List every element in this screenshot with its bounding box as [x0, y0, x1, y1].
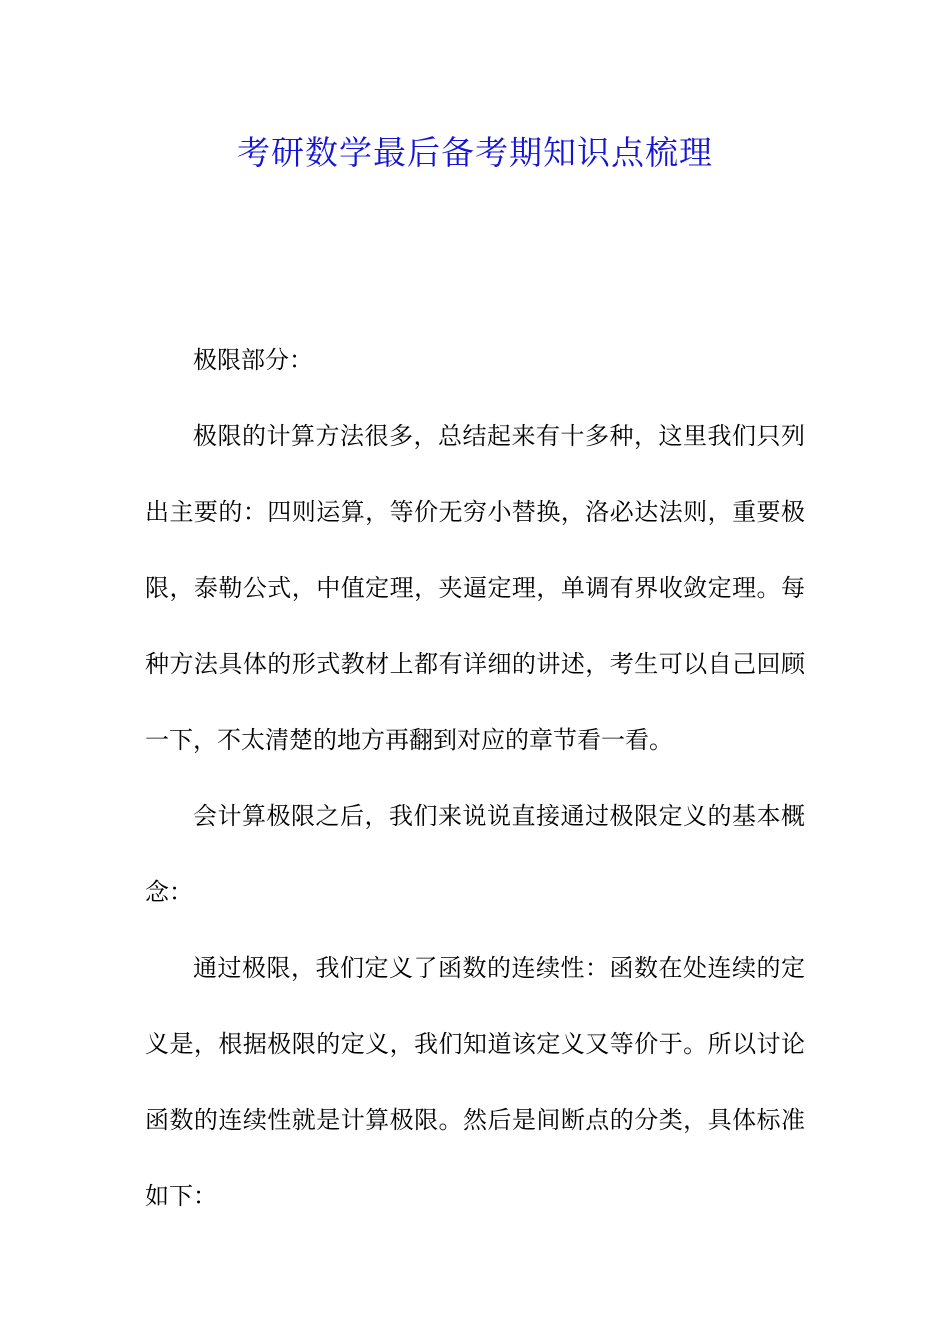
paragraph-continuity: 通过极限，我们定义了函数的连续性：函数在处连续的定义是，根据极限的定义，我们知道该定义又等价于。所以讨论函数的连续性就是计算极限。然后是间断点的分类，具体标准如下：	[145, 954, 805, 1210]
document-title: 考研数学最后备考期知识点梳理	[237, 133, 713, 172]
paragraph-limit-heading: 极限部分：	[193, 346, 313, 374]
paragraph-limit-methods: 极限的计算方法很多，总结起来有十多种，这里我们只列出主要的：四则运算，等价无穷小替换，洛必达法则，重要极限，泰勒公式，中值定理，夹逼定理，单调有界收敛定理。每种方法具体的形式教材上都有详细的讲述，考生可以自己回顾一下，不太清楚的地方再翻到对应的章节看一看。	[145, 422, 805, 754]
paragraph-basic-concepts: 会计算极限之后，我们来说说直接通过极限定义的基本概念：	[145, 802, 805, 906]
document-body	[145, 322, 805, 1234]
